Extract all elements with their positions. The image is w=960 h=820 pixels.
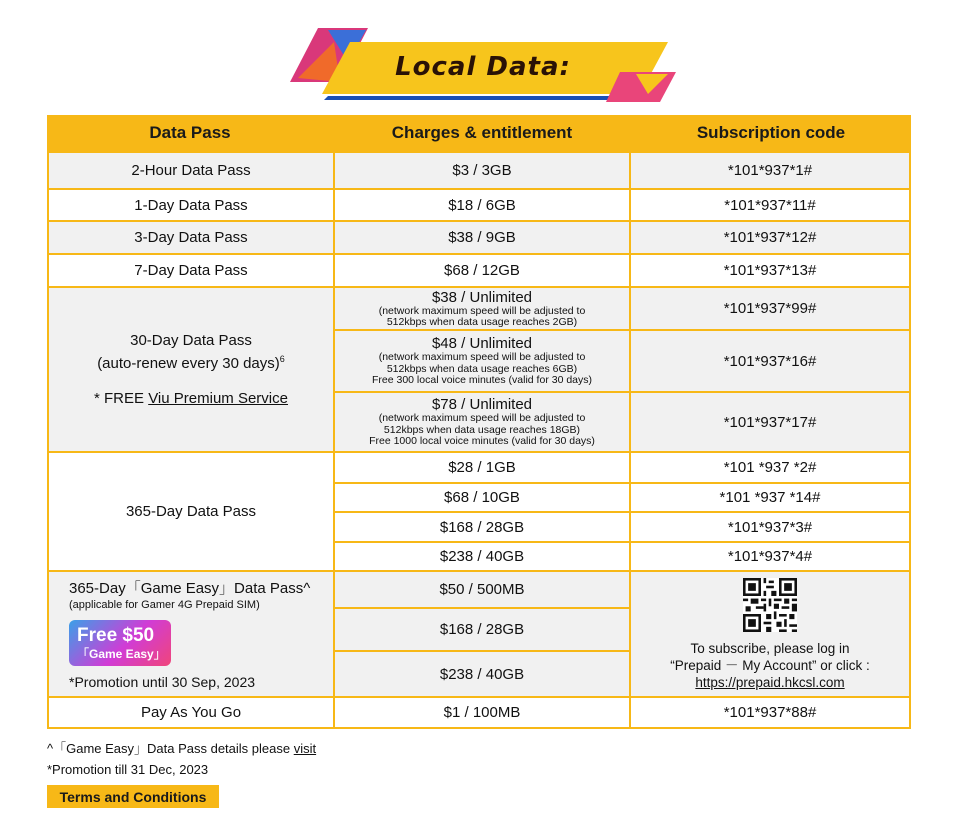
- game-easy-details-note: ^「Game Easy」Data Pass details please visit: [47, 741, 317, 756]
- pass-30day-code: *101*937*16#: [631, 331, 909, 391]
- game-easy-charge: $50 / 500MB: [335, 572, 629, 607]
- header-data-pass: Data Pass: [47, 115, 333, 151]
- promotion-note: *Promotion till 31 Dec, 2023: [47, 762, 209, 777]
- prepaid-link[interactable]: https://prepaid.hkcsl.com: [695, 674, 845, 690]
- payg-charge: $1 / 100MB: [335, 698, 629, 727]
- pass-365day-code: *101 *937 *14#: [631, 484, 909, 511]
- pass-365day-code: *101*937*4#: [631, 543, 909, 570]
- game-easy-promo: *Promotion until 30 Sep, 2023: [69, 674, 256, 690]
- subscribe-account: “Prepaid － My Account” or click :: [670, 657, 870, 673]
- table-row-charge: $38 / 9GB: [335, 222, 629, 253]
- table-row-code: *101*937*11#: [631, 190, 909, 220]
- game-easy-charge: $238 / 40GB: [335, 652, 629, 696]
- table-row-pass: 7-Day Data Pass: [49, 255, 333, 286]
- free-50-badge: Free $50 「Game Easy」: [69, 620, 171, 666]
- viu-premium-link[interactable]: Viu Premium Service: [148, 390, 288, 407]
- pass-30day-code: *101*937*17#: [631, 393, 909, 451]
- header-subscription-code: Subscription code: [631, 115, 911, 151]
- pass-30day-name: 30-Day Data Pass: [130, 332, 252, 349]
- table-row-charge: $68 / 12GB: [335, 255, 629, 286]
- qr-code-icon[interactable]: [743, 578, 797, 632]
- pass-365day-charge: $168 / 28GB: [335, 513, 629, 541]
- free-viu-note: * FREE Viu Premium Service: [94, 390, 288, 407]
- table-row-pass: 2-Hour Data Pass: [49, 153, 333, 188]
- pass-365day-charge: $68 / 10GB: [335, 484, 629, 511]
- pass-30day-option: $78 / Unlimited (network maximum speed will be adjusted to 512kbps when data usage reaches 18GB) Free 1000 local voice minutes (valid for 30 days): [335, 393, 629, 451]
- payg-pass: Pay As You Go: [49, 698, 333, 727]
- data-pass-table: [47, 115, 911, 729]
- table-row-charge: $3 / 3GB: [335, 153, 629, 188]
- game-easy-title: 365-Day「Game Easy」Data Pass^: [69, 580, 311, 597]
- pass-30day-cell: [49, 288, 333, 451]
- pass-30day-option: $48 / Unlimited (network maximum speed will be adjusted to 512kbps when data usage reaches 6GB) Free 300 local voice minutes (valid for 30 days): [335, 331, 629, 391]
- pass-365day-name: 365-Day Data Pass: [49, 453, 333, 570]
- visit-link[interactable]: visit: [293, 741, 317, 756]
- pass-365day-code: *101 *937 *2#: [631, 453, 909, 482]
- table-row-charge: $18 / 6GB: [335, 190, 629, 220]
- banner-title: Local Data:: [395, 52, 571, 82]
- table-row-code: *101*937*13#: [631, 255, 909, 286]
- game-easy-subscribe: [631, 572, 909, 696]
- pass-30day-code: *101*937*99#: [631, 288, 909, 329]
- pass-365day-charge: $28 / 1GB: [335, 453, 629, 482]
- table-row-pass: 1-Day Data Pass: [49, 190, 333, 220]
- game-easy-cell: [49, 572, 333, 696]
- table-row-code: *101*937*12#: [631, 222, 909, 253]
- payg-code: *101*937*88#: [631, 698, 909, 727]
- header-charges: Charges & entitlement: [335, 115, 629, 151]
- game-easy-charge: $168 / 28GB: [335, 609, 629, 650]
- terms-and-conditions-button[interactable]: Terms and Conditions: [47, 785, 219, 808]
- pass-30day-renew: (auto-renew every 30 days)$^6$: [97, 354, 285, 372]
- pass-365day-charge: $238 / 40GB: [335, 543, 629, 570]
- pass-30day-option: $38 / Unlimited (network maximum speed will be adjusted to 512kbps when data usage reaches 2GB): [335, 288, 629, 329]
- game-easy-subtitle: (applicable for Gamer 4G Prepaid SIM): [69, 599, 260, 611]
- table-row-code: *101*937*1#: [631, 153, 909, 188]
- local-data-banner: [288, 22, 678, 104]
- footnote-6: 6: [279, 354, 285, 364]
- subscribe-instructions: To subscribe, please log in: [690, 640, 850, 656]
- pass-365day-code: *101*937*3#: [631, 513, 909, 541]
- table-row-pass: 3-Day Data Pass: [49, 222, 333, 253]
